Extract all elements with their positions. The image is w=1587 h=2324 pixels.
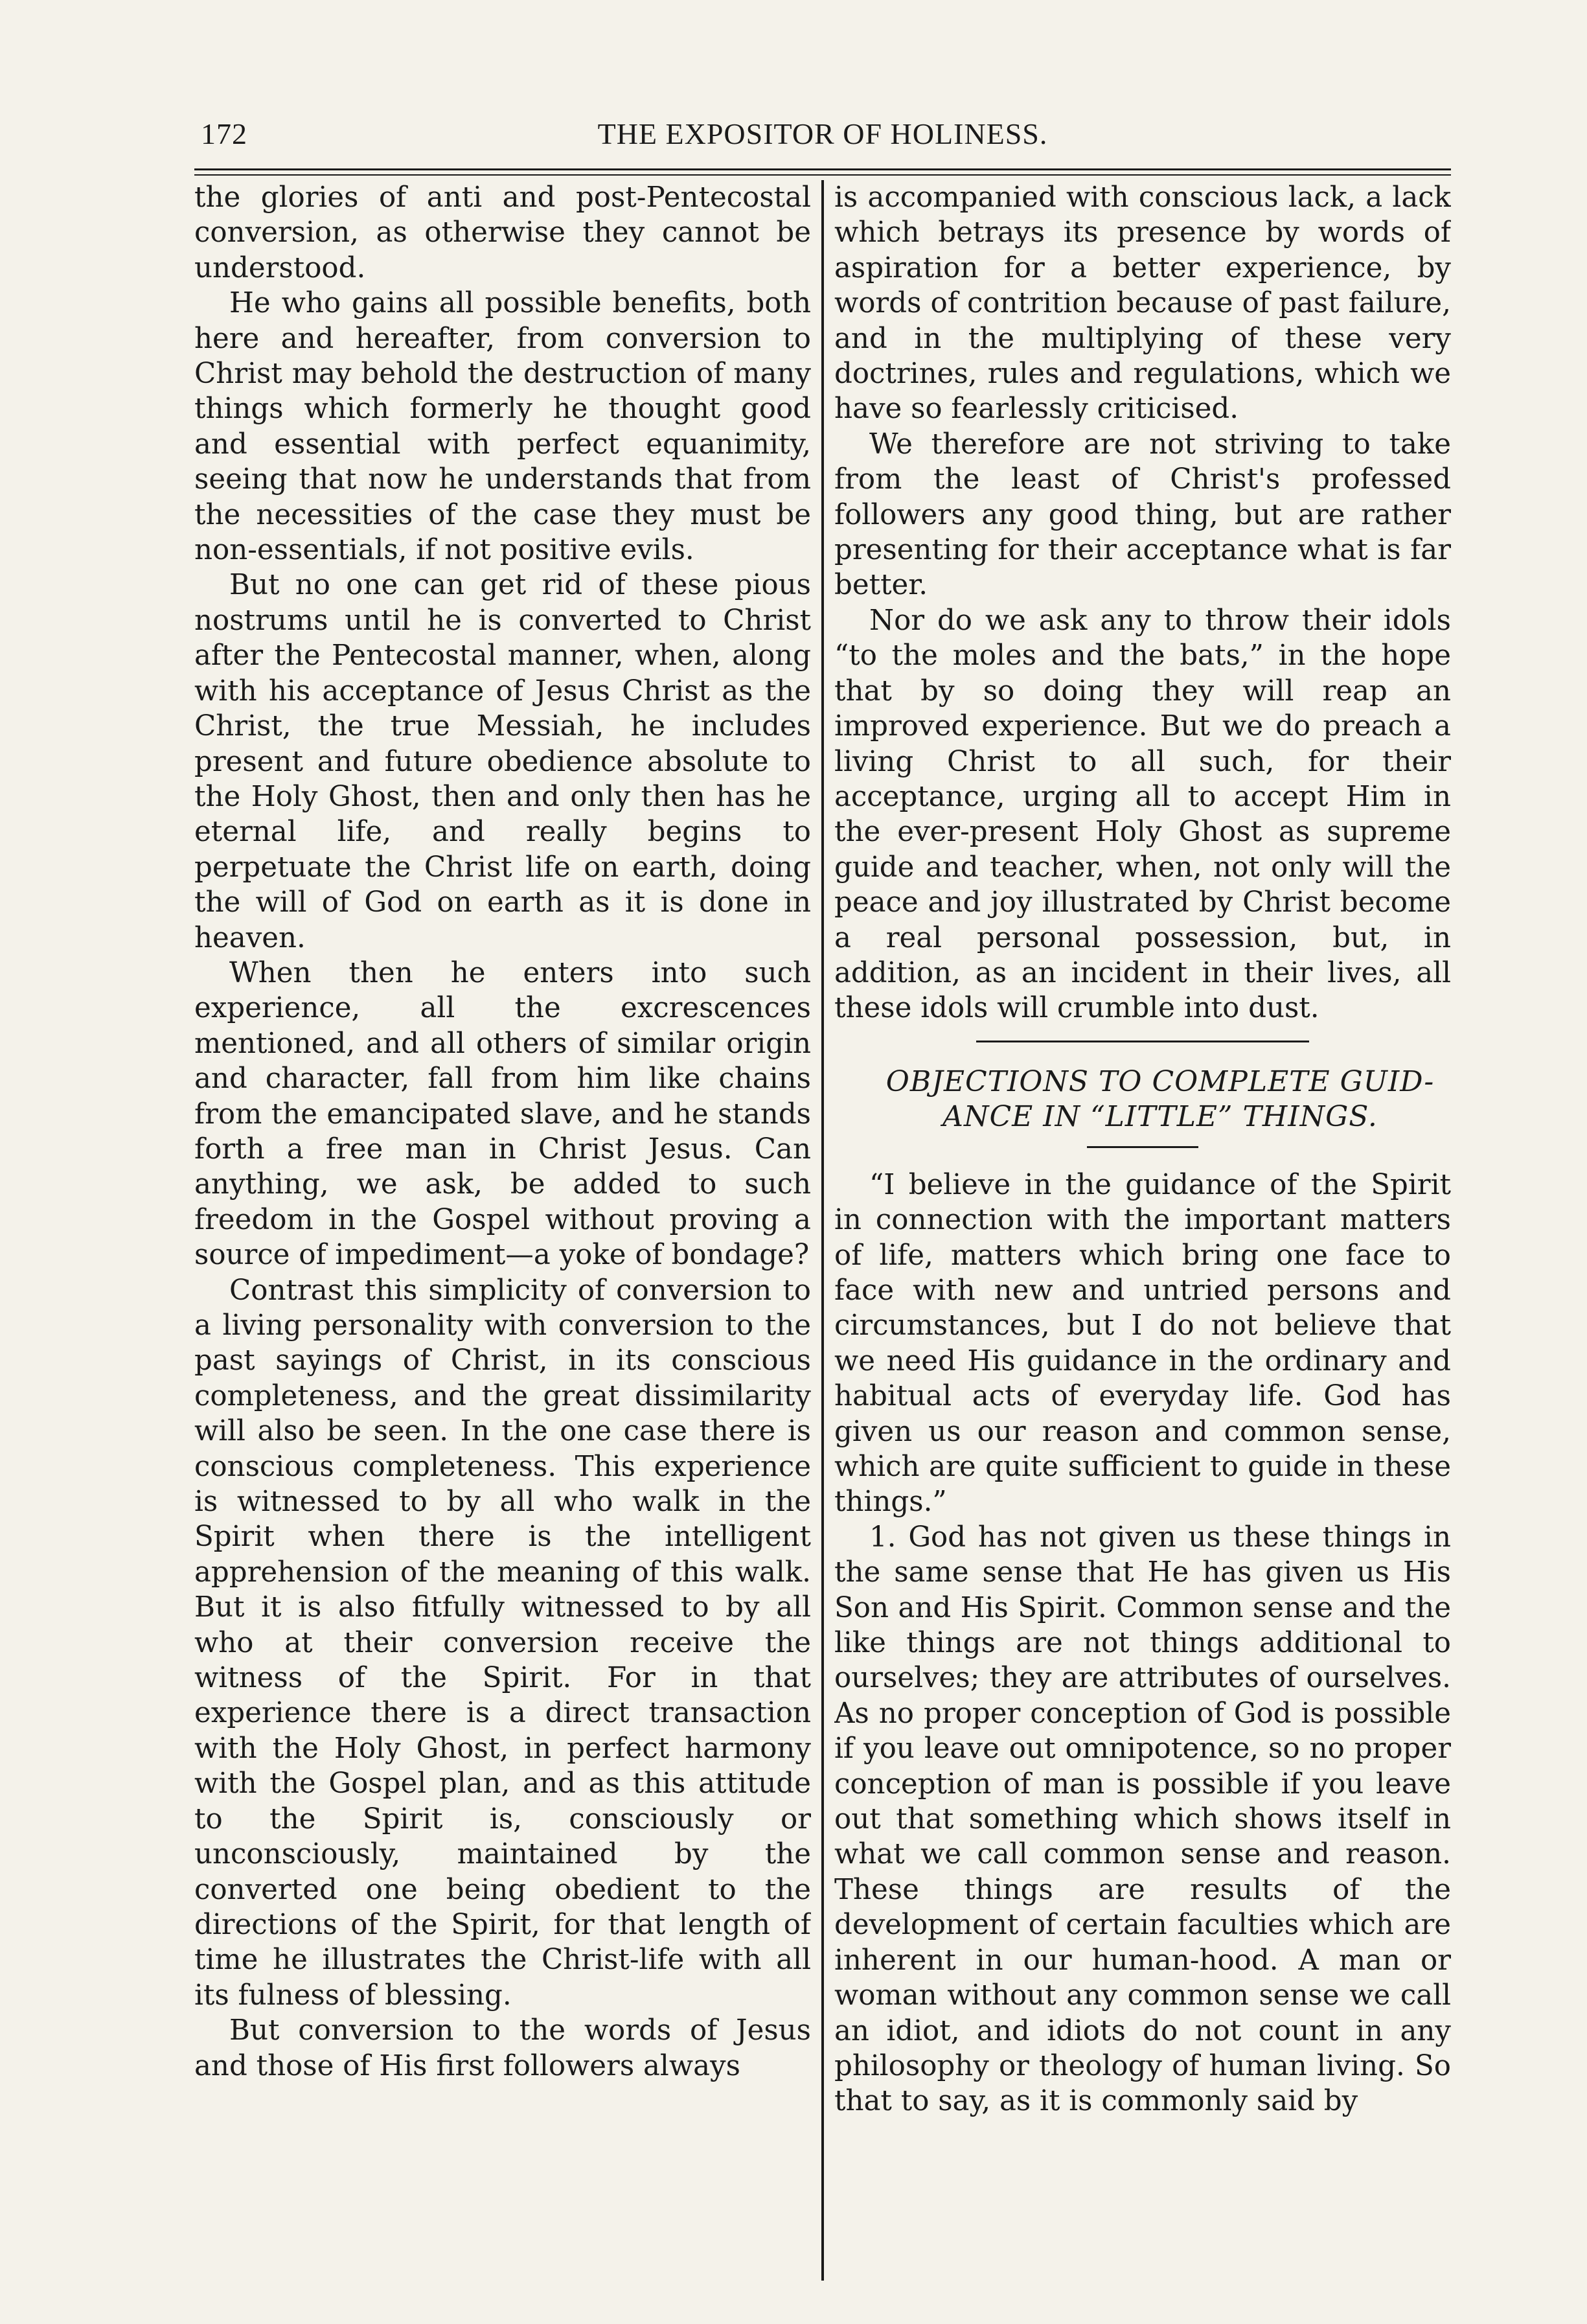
paragraph: 1. God has not given us these things in the same sense that He has given us His Son and His Spirit. Common sense and the like things are not things additional to ourselves; they are attributes of ourselves. As no proper conception of God is possible if you leave out omnipotence, so no proper conception of man is possible if you leave out that something which shows itself in what we call common sense and reason. These things are results of the development of certain faculties which are inherent in our human-hood. A man or woman without any common sense we call an idiot, and idiots do not count in any philosophy or theology of human living. So that to say, as it is commonly said by: [834, 1521, 1451, 2118]
page-number: 172: [201, 117, 247, 150]
right-column: [834, 180, 1451, 2281]
page-header: [194, 97, 1451, 149]
paragraph: Contrast this simplicity of conversion to a living personality with conversion to the past sayings of Christ, in its conscious completeness, and the great dissimilarity will also be seen. In the one case there is conscious completeness. This experience is witnessed to by all who walk in the Spirit when there is the intelligent apprehension of the meaning of this walk. But it is also fitfully witnessed to by all who at their conversion receive the witness of the Spirit. For in that experience there is a direct transaction with the Holy Ghost, in perfect harmony with the Gospel plan, and as this attitude to the Spirit is, consciously or unconsciously, maintained by the converted one being obedient to the directions of the Spirit, for that length of time he illustrates the Christ-life with all its fulness of blessing.: [194, 1274, 811, 2012]
text-columns: [194, 180, 1451, 2281]
section-heading-line-1: OBJECTIONS TO COMPLETE GUID-: [885, 1064, 1435, 1098]
paragraph: the glories of anti and post-Pentecostal conversion, as otherwise they cannot be understood.: [194, 181, 811, 284]
paragraph: We therefore are not striving to take from the least of Christ's professed followers any good thing, but are rather presenting for their acceptance what is far better.: [834, 428, 1451, 602]
header-double-rule: [194, 168, 1451, 176]
running-title: THE EXPOSITOR OF HOLINESS.: [597, 117, 1048, 150]
paragraph: “I believe in the guidance of the Spirit in connection with the important matters of life, matters which bring one face to face with new and untried persons and circumstances, but I do not believe that we need His guidance in the ordinary and habitual acts of everyday life. God has given us our reason and common sense, which are quite sufficient to guide in these things.”: [834, 1168, 1451, 1519]
paragraph: Nor do we ask any to throw their idols “to the moles and the bats,” in the hope that by so doing they will reap an improved experience. But we do preach a living Christ to all such, for their acceptance, urging all to accept Him in the ever-present Holy Ghost as supreme guide and teacher, when, not only will the peace and joy illustrated by Christ become a real personal possession, but, in addition, as an incident in their lives, all these idols will crumble into dust.: [834, 604, 1451, 1025]
section-heading-line-2: ANCE IN “LITTLE” THINGS.: [942, 1099, 1378, 1133]
heading-short-rule: [1087, 1146, 1198, 1148]
left-column: [194, 180, 811, 2281]
column-divider: [821, 180, 824, 2281]
page: [194, 97, 1451, 2281]
section-divider: [976, 1041, 1309, 1042]
paragraph: is accompanied with conscious lack, a lack which betrays its presence by words of aspiration for a better experience, by words of contrition because of past failure, and in the multiplying of these very doctrines, rules and regulations, which we have so fearlessly criticised.: [834, 181, 1451, 426]
paragraph: When then he enters into such experience, all the excrescences mentioned, and all others of similar origin and character, fall from him like chains from the emancipated slave, and he stands forth a free man in Christ Jesus. Can anything, we ask, be added to such freedom in the Gospel without proving a source of impediment—a yoke of bondage?: [194, 956, 811, 1272]
paragraph: But no one can get rid of these pious nostrums until he is converted to Christ after the Pentecostal manner, when, along with his acceptance of Jesus Christ as the Christ, the true Messiah, he includes present and future obedience absolute to the Holy Ghost, then and only then has he eternal life, and really begins to perpetuate the Christ life on earth, doing the will of God on earth as it is done in heaven.: [194, 569, 811, 954]
paragraph: He who gains all possible benefits, both here and hereafter, from conversion to Christ may behold the destruction of many things which formerly he thought good and essential with perfect equanimity, seeing that now he understands that from the necessities of the case they must be non-essentials, if not positive evils.: [194, 287, 811, 567]
paragraph: But conversion to the words of Jesus and those of His first followers always: [194, 2014, 811, 2082]
